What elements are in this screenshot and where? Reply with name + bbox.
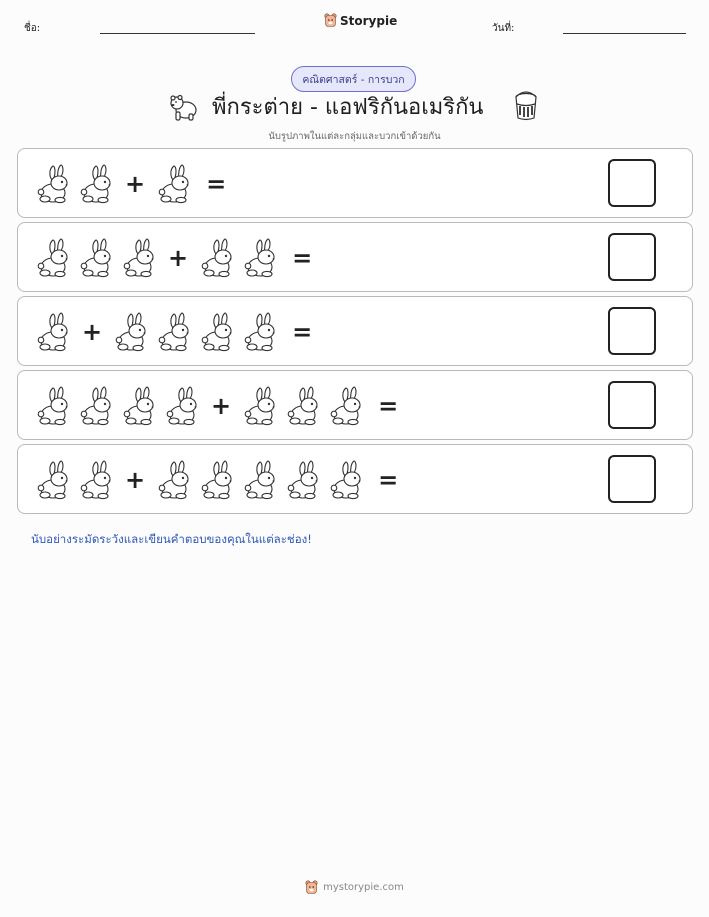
plus-sign: + <box>125 170 146 198</box>
rabbit-icon <box>329 459 367 501</box>
date-input-line[interactable] <box>563 33 686 34</box>
rabbit-icon <box>79 385 117 427</box>
rabbit-icon <box>157 311 195 353</box>
rabbit-icon <box>157 459 195 501</box>
equals-sign: = <box>206 170 227 198</box>
rabbit-icon <box>200 311 238 353</box>
problem-expression <box>36 445 398 515</box>
name-input-line[interactable] <box>100 33 255 34</box>
bucket-icon <box>512 90 540 122</box>
rabbit-icon <box>243 237 281 279</box>
rabbit-icon <box>157 163 195 205</box>
rabbit-icon <box>243 311 281 353</box>
rabbit-icon <box>114 311 152 353</box>
plus-sign: + <box>168 244 189 272</box>
problem-expression <box>36 223 312 293</box>
rabbit-icon <box>200 237 238 279</box>
answer-box[interactable] <box>608 307 656 355</box>
problem-expression <box>36 371 398 441</box>
rabbit-icon <box>286 459 324 501</box>
problem-expression <box>36 297 312 367</box>
footer <box>0 880 709 895</box>
rabbit-icon <box>36 163 74 205</box>
rabbit-icon <box>79 237 117 279</box>
problem-row <box>17 296 693 366</box>
plus-sign: + <box>82 318 103 346</box>
brand <box>324 13 397 28</box>
answer-box[interactable] <box>608 455 656 503</box>
equals-sign: = <box>378 392 399 420</box>
topic-badge: คณิตศาสตร์ - การบวก <box>291 66 416 92</box>
rabbit-icon <box>122 385 160 427</box>
name-label: ชื่อ: <box>24 23 41 34</box>
rabbit-icon <box>122 237 160 279</box>
rabbit-icon <box>329 385 367 427</box>
brand-name: Storypie <box>340 13 398 28</box>
problem-row <box>17 444 693 514</box>
problem-expression <box>36 149 226 219</box>
rabbit-icon <box>286 385 324 427</box>
subtitle: นับรูปภาพในแต่ละกลุ่มและบวกเข้าด้วยกัน <box>268 131 441 142</box>
page-title: พี่กระต่าย - แอฟริกันอเมริกัน <box>212 95 484 120</box>
footer-link[interactable]: mystorypie.com <box>323 882 404 893</box>
answer-box[interactable] <box>608 159 656 207</box>
rabbit-icon <box>79 163 117 205</box>
rabbit-icon <box>165 385 203 427</box>
instruction-text: นับอย่างระมัดระวังและเขียนคำตอบของคุณในแต่ละช่อง! <box>31 532 312 546</box>
problem-list <box>17 148 693 518</box>
rabbit-icon <box>243 385 281 427</box>
plus-sign: + <box>211 392 232 420</box>
bear-icon <box>168 92 198 122</box>
problem-row <box>17 222 693 292</box>
rabbit-icon <box>243 459 281 501</box>
problem-row <box>17 370 693 440</box>
date-label: วันที่: <box>492 23 515 34</box>
equals-sign: = <box>378 466 399 494</box>
plus-sign: + <box>125 466 146 494</box>
rabbit-icon <box>36 237 74 279</box>
rabbit-icon <box>36 459 74 501</box>
rabbit-icon <box>36 385 74 427</box>
bear-logo-icon <box>324 13 337 28</box>
problem-row <box>17 148 693 218</box>
rabbit-icon <box>36 311 74 353</box>
rabbit-icon <box>200 459 238 501</box>
equals-sign: = <box>292 244 313 272</box>
bear-logo-icon <box>305 880 318 895</box>
rabbit-icon <box>79 459 117 501</box>
equals-sign: = <box>292 318 313 346</box>
answer-box[interactable] <box>608 381 656 429</box>
answer-box[interactable] <box>608 233 656 281</box>
